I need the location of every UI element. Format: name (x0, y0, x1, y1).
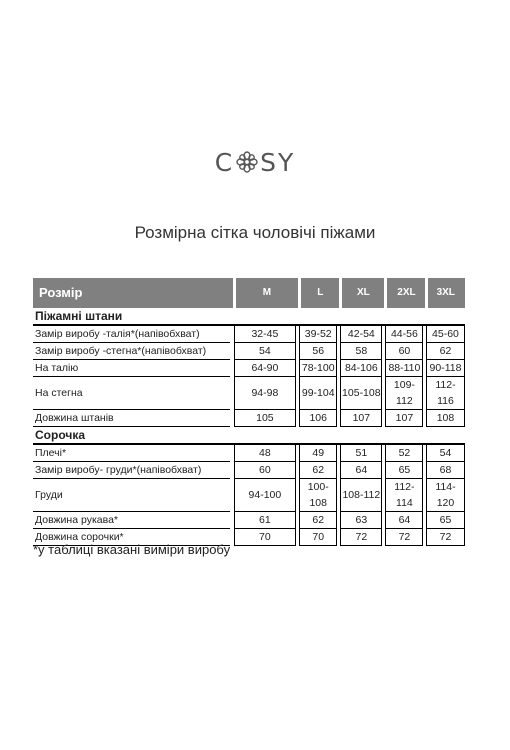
row-label: На талію (33, 360, 230, 377)
row-label: Плечі* (33, 444, 230, 462)
table-cell: 72 (341, 529, 382, 546)
table-cell: 88-110 (386, 360, 423, 377)
table-cell: 105 (234, 410, 296, 427)
header-size-4: 2XL (386, 278, 427, 308)
table-cell: 107 (386, 410, 423, 427)
header-size-1: M (234, 278, 300, 308)
table-cell: 106 (300, 410, 337, 427)
table-cell: 109-112 (386, 377, 423, 410)
table-cell: 48 (234, 444, 296, 462)
table-cell: 60 (234, 462, 296, 479)
table-cell: 108-112 (341, 479, 382, 512)
table-cell: 51 (341, 444, 382, 462)
table-cell: 107 (341, 410, 382, 427)
row-label: Замір виробу -стегна*(напівобхват) (33, 343, 230, 360)
table-cell: 112-116 (427, 377, 464, 410)
row-label: Замір виробу- груди*(напівобхват) (33, 462, 230, 479)
table-cell: 94-100 (234, 479, 296, 512)
table-cell: 49 (300, 444, 337, 462)
brand-name-left: C (214, 148, 235, 177)
table-cell: 44-56 (386, 325, 423, 343)
table-cell: 100-108 (300, 479, 337, 512)
table-row (33, 343, 464, 360)
table-cell: 94-98 (234, 377, 296, 410)
table-cell: 54 (234, 343, 296, 360)
brand-name-right: SY (260, 148, 296, 177)
table-cell: 105-108 (341, 377, 382, 410)
header-size-2: L (300, 278, 341, 308)
section-title: Піжамні штани (33, 308, 464, 325)
table-cell: 54 (427, 444, 464, 462)
table-cell: 99-104 (300, 377, 337, 410)
flower-icon (234, 150, 260, 172)
table-cell: 64 (341, 462, 382, 479)
table-row (33, 377, 464, 410)
section-title: Сорочка (33, 427, 464, 445)
table-cell: 84-106 (341, 360, 382, 377)
table-cell: 112-114 (386, 479, 423, 512)
row-label: Груди (33, 479, 230, 512)
table-cell: 65 (427, 512, 464, 529)
table-cell: 68 (427, 462, 464, 479)
table-cell: 58 (341, 343, 382, 360)
section-header-row (33, 427, 464, 445)
table-cell: 65 (386, 462, 423, 479)
table-cell: 62 (300, 512, 337, 529)
table-cell: 64-90 (234, 360, 296, 377)
table-cell: 56 (300, 343, 337, 360)
table-cell: 63 (341, 512, 382, 529)
table-cell: 114-120 (427, 479, 464, 512)
table-row (33, 410, 464, 427)
header-size-5: 3XL (427, 278, 464, 308)
table-cell: 72 (427, 529, 464, 546)
section-header-row (33, 308, 464, 325)
table-cell: 61 (234, 512, 296, 529)
table-row (33, 462, 464, 479)
table-cell: 52 (386, 444, 423, 462)
row-label: Довжина сорочки* (33, 529, 230, 546)
table-row (33, 479, 464, 512)
table-cell: 45-60 (427, 325, 464, 343)
table-cell: 42-54 (341, 325, 382, 343)
header-size-label: Розмір (33, 278, 234, 308)
table-cell: 32-45 (234, 325, 296, 343)
row-label: Довжина штанів (33, 410, 230, 427)
header-size-3: XL (341, 278, 386, 308)
table-cell: 70 (234, 529, 296, 546)
table-cell: 64 (386, 512, 423, 529)
footnote: *у таблиці вказані виміри виробу (33, 542, 231, 557)
table-row (33, 360, 464, 377)
table-cell: 90-118 (427, 360, 464, 377)
table-cell: 60 (386, 343, 423, 360)
brand-logo (0, 148, 510, 177)
table-row (33, 512, 464, 529)
table-cell: 39-52 (300, 325, 337, 343)
table-row (33, 444, 464, 462)
table-header-row (33, 278, 464, 308)
table-row (33, 325, 464, 343)
table-cell: 62 (427, 343, 464, 360)
table-cell: 62 (300, 462, 337, 479)
table-cell: 108 (427, 410, 464, 427)
row-label: Довжина рукава* (33, 512, 230, 529)
table-cell: 72 (386, 529, 423, 546)
page-title: Розмірна сітка чоловічі піжами (134, 223, 376, 242)
table-cell: 70 (300, 529, 337, 546)
row-label: Замір виробу -талія*(напівобхват) (33, 325, 230, 343)
size-table (33, 278, 465, 546)
table-cell: 78-100 (300, 360, 337, 377)
row-label: На стегна (33, 377, 230, 410)
